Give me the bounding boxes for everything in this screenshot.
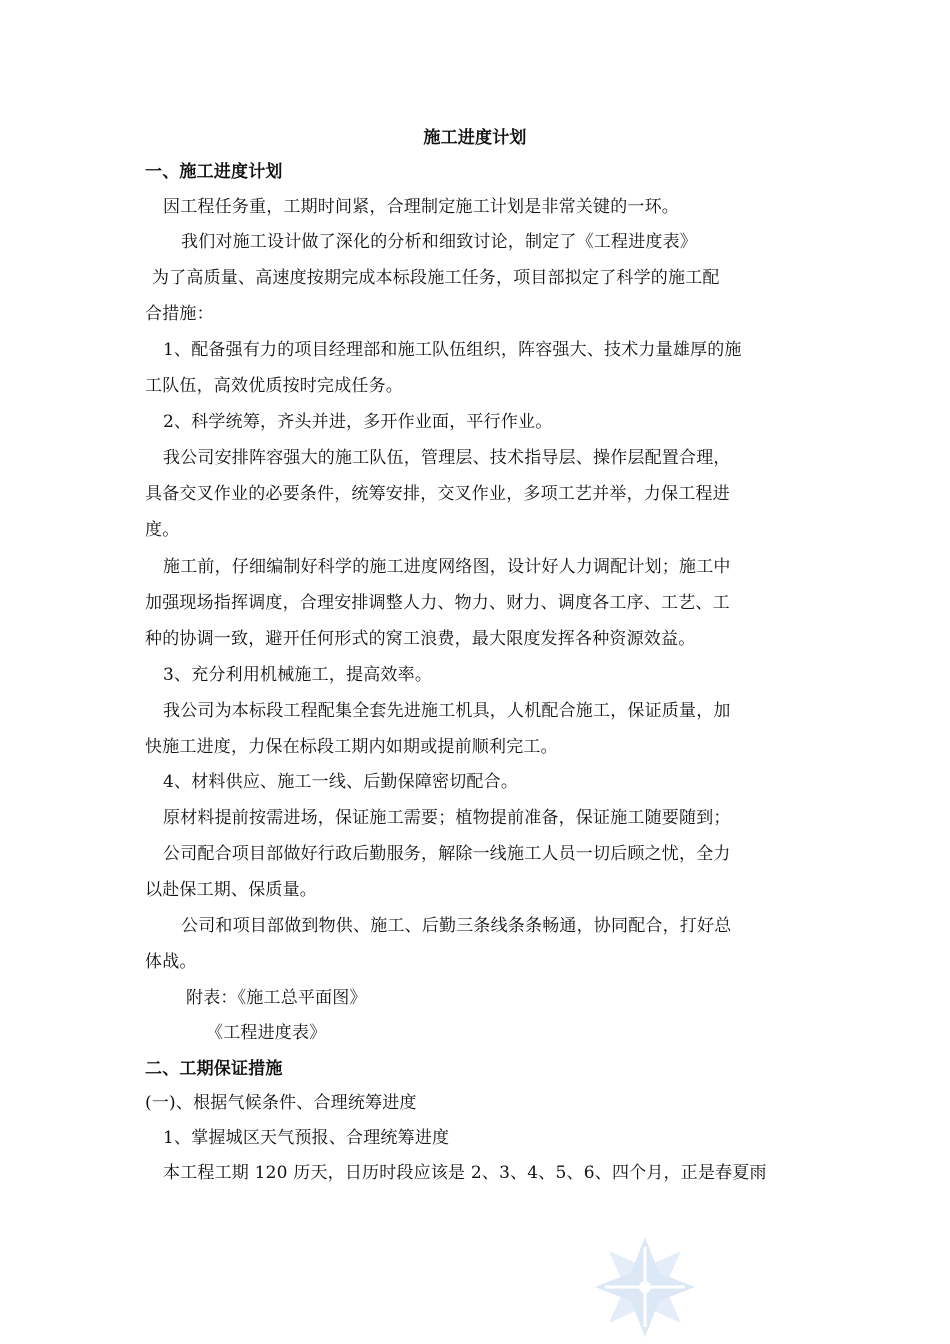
list-item-3: 3、充分利用机械施工，提高效率。 <box>163 665 433 685</box>
paragraph-line: 原材料提前按需进场，保证施工需要；植物提前准备，保证施工随要随到； <box>163 808 731 828</box>
paragraph-line: 我公司安排阵容强大的施工队伍，管理层、技术指导层、操作层配置合理， <box>163 448 731 468</box>
paragraph-line: 度。 <box>145 520 180 540</box>
paragraph-line: 为了高质量、高速度按期完成本标段施工任务，项目部拟定了科学的施工配 <box>152 268 720 288</box>
paragraph-line: 种的协调一致，避开任何形式的窝工浪费，最大限度发挥各种资源效益。 <box>145 629 696 649</box>
list-item-2: 2、科学统筹，齐头并进，多开作业面，平行作业。 <box>163 412 553 432</box>
paragraph-line: 公司和项目部做到物供、施工、后勤三条线条条畅通，协同配合，打好总 <box>181 916 732 936</box>
list-item-1: 1、掌握城区天气预报、合理统筹进度 <box>163 1128 450 1148</box>
list-item-4: 4、材料供应、施工一线、后勤保障密切配合。 <box>163 772 519 792</box>
paragraph-line: 我公司为本标段工程配集全套先进施工机具，人机配合施工，保证质量，加 <box>163 701 731 721</box>
paragraph-line: 工队伍，高效优质按时完成任务。 <box>145 376 403 396</box>
paragraph-line: 施工前，仔细编制好科学的施工进度网络图，设计好人力调配计划；施工中 <box>163 557 731 577</box>
paragraph-line: 合措施： <box>145 304 214 324</box>
list-item-1: 1、配备强有力的项目经理部和施工队伍组织，阵容强大、技术力量雄厚的施 <box>163 340 742 360</box>
paragraph-line: 公司配合项目部做好行政后勤服务，解除一线施工人员一切后顾之忧，全力 <box>163 844 731 864</box>
attachment-line: 《工程进度表》 <box>206 1023 327 1043</box>
paragraph-line: 以赴保工期、保质量。 <box>145 880 317 900</box>
attachment-line: 附表：《施工总平面图》 <box>186 988 367 1008</box>
paragraph-line: 具备交叉作业的必要条件，统筹安排，交叉作业，多项工艺并举，力保工程进 <box>145 484 730 504</box>
subsection-heading: (一)、根据气候条件、合理统筹进度 <box>145 1093 417 1113</box>
document-title: 施工进度计划 <box>423 128 527 148</box>
snowflake-logo-icon <box>590 1232 700 1342</box>
paragraph-line: 加强现场指挥调度，合理安排调整人力、物力、财力、调度各工序、工艺、工 <box>145 593 730 613</box>
paragraph-line: 本工程工期 120 历天，日历时段应该是 2、3、4、5、6、四个月，正是春夏雨 <box>163 1163 767 1183</box>
paragraph-line: 体战。 <box>145 952 197 972</box>
paragraph-line: 快施工进度，力保在标段工期内如期或提前顺利完工。 <box>145 737 558 757</box>
paragraph-line: 因工程任务重，工期时间紧，合理制定施工计划是非常关键的一环。 <box>163 197 679 217</box>
section-heading-1: 一、施工进度计划 <box>145 162 283 182</box>
paragraph-line: 我们对施工设计做了深化的分析和细致讨论，制定了《工程进度表》 <box>181 232 697 252</box>
section-heading-2: 二、工期保证措施 <box>145 1059 283 1079</box>
